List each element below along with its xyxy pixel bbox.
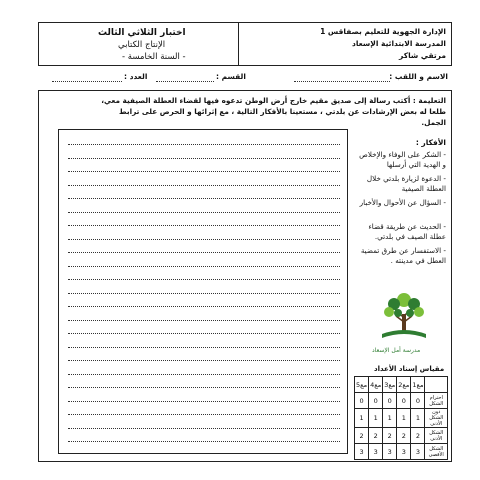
number-label: العدد : xyxy=(124,72,148,81)
instruction-line-3: الجمل. xyxy=(421,118,446,127)
rubric-header: مع5 xyxy=(355,377,369,393)
rubric-cell: 3 xyxy=(355,444,369,460)
rubric-cell: 2 xyxy=(411,428,425,444)
rubric-cell: 2 xyxy=(355,428,369,444)
writing-line[interactable] xyxy=(68,198,340,199)
rubric-cell: 2 xyxy=(383,428,397,444)
section-label: القسم : xyxy=(216,72,246,81)
rubric-cell: 1 xyxy=(383,409,397,428)
number-field[interactable] xyxy=(52,81,122,82)
writing-line[interactable] xyxy=(68,374,340,375)
rubric-cell: 3 xyxy=(397,444,411,460)
rubric-cell: 3 xyxy=(369,444,383,460)
rubric-cell: 1 xyxy=(411,409,425,428)
rubric-header: مع1 xyxy=(411,377,425,393)
rubric-cell: 3 xyxy=(383,444,397,460)
rubric-row-label: الشكل الأقصى xyxy=(425,444,448,460)
header-divider xyxy=(238,22,239,66)
student-name-field[interactable] xyxy=(294,81,390,82)
teacher-name: مرتقي شاكر xyxy=(399,51,446,60)
ideas-list xyxy=(354,150,446,270)
subject-title: الإنتاج الكتابي xyxy=(118,40,166,50)
rubric-row-label: الشكل الأدنى xyxy=(425,428,448,444)
rubric-row-label: احترام الشكل xyxy=(425,393,448,409)
writing-line[interactable] xyxy=(68,306,340,307)
writing-line[interactable] xyxy=(68,171,340,172)
directorate: الإدارة الجهوية للتعليم بصفاقس 1 xyxy=(320,27,446,36)
rubric-title: مقياس إسناد الأعداد xyxy=(374,365,445,373)
writing-line[interactable] xyxy=(68,252,340,253)
rubric-cell: 0 xyxy=(369,393,383,409)
ideas-title: الأفكار : xyxy=(415,138,446,147)
rubric-cell: 2 xyxy=(369,428,383,444)
rubric-header: مع3 xyxy=(383,377,397,393)
writing-line[interactable] xyxy=(68,401,340,402)
rubric-header: مع4 xyxy=(369,377,383,393)
idea-item: - الشكر على الوفاء والإخلاص و الهدية التي أرسلها xyxy=(354,150,446,170)
school-logo-icon xyxy=(374,286,434,346)
section-field[interactable] xyxy=(156,81,214,82)
level-title: - السنة الخامسة - xyxy=(122,52,186,62)
idea-item: - السؤال عن الأحوال والأخبار xyxy=(354,198,446,208)
rubric-header: مع2 xyxy=(397,377,411,393)
exam-sheet xyxy=(38,22,452,462)
writing-line[interactable] xyxy=(68,144,340,145)
idea-item: - الدعوة لزيارة بلدتي خلال العطلة الصيفية xyxy=(354,174,446,194)
instruction-line-2: طلعا له بعض الإرشادات عن بلدتي ، مستعينا بالأفكار التالية ، مع إثرائها و الحرص على ترابط xyxy=(119,107,446,116)
instruction-line-1: التعليمة : أكتب رسالة إلى صديق مقيم خارج أرض الوطن تدعوه فيها لقضاء العطلة الصيفية معي، xyxy=(101,96,446,105)
exam-title: اختبار الثلاثي الثالث xyxy=(98,28,186,38)
school-name: المدرسة الابتدائية الإسعاد xyxy=(351,39,446,48)
writing-frame xyxy=(58,129,348,454)
writing-line[interactable] xyxy=(68,360,340,361)
writing-line[interactable] xyxy=(68,279,340,280)
rubric-cell: 1 xyxy=(369,409,383,428)
writing-line[interactable] xyxy=(68,239,340,240)
idea-item: - الحديث عن طريقة قضاء عطلة الصيف في بلدتي. xyxy=(354,222,446,242)
rubric-cell: 1 xyxy=(355,409,369,428)
rubric-cell: 2 xyxy=(397,428,411,444)
writing-line[interactable] xyxy=(68,266,340,267)
writing-line[interactable] xyxy=(68,212,340,213)
writing-line[interactable] xyxy=(68,320,340,321)
writing-line[interactable] xyxy=(68,225,340,226)
writing-line[interactable] xyxy=(68,185,340,186)
rubric-cell: 0 xyxy=(397,393,411,409)
logo-caption: مدرسة أمل الإسعاد xyxy=(372,347,421,354)
student-name-label: الاسم و اللقب : xyxy=(389,72,448,81)
writing-line[interactable] xyxy=(68,387,340,388)
rubric-table xyxy=(354,376,448,460)
idea-item: - الاستفسار عن طرق تمضية العطل في مدينته . xyxy=(354,246,446,266)
writing-line[interactable] xyxy=(68,428,340,429)
writing-line[interactable] xyxy=(68,347,340,348)
writing-line[interactable] xyxy=(68,441,340,442)
rubric-cell: 0 xyxy=(411,393,425,409)
writing-line[interactable] xyxy=(68,414,340,415)
rubric-cell: 3 xyxy=(411,444,425,460)
rubric-cell: 0 xyxy=(383,393,397,409)
rubric-cell: 1 xyxy=(397,409,411,428)
rubric-cell: 0 xyxy=(355,393,369,409)
writing-line[interactable] xyxy=(68,293,340,294)
writing-line[interactable] xyxy=(68,158,340,159)
rubric-row-label: دون الشكل الأدنى xyxy=(425,409,448,428)
writing-line[interactable] xyxy=(68,333,340,334)
